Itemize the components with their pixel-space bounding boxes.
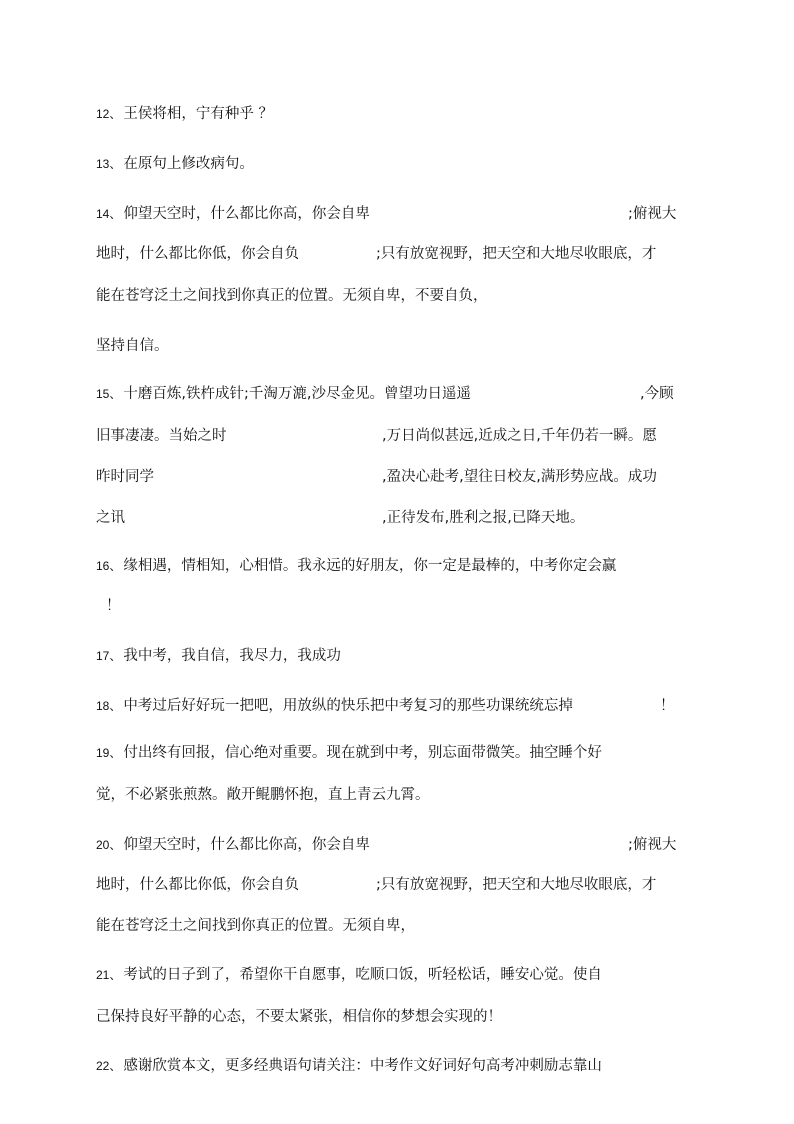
item-15-line-3-tail: ,盈决心赴考,望往日校友,满形势应战。成功 (382, 469, 657, 485)
item-20-line-3: 能在苍穹泛土之间找到你真正的位置。无须自卑， (96, 918, 415, 934)
item-number: 15 (96, 387, 110, 401)
item-14-line-2-tail: ;只有放宽视野，把天空和大地尽收眼底，才 (376, 246, 657, 262)
item-14-line-1-tail: ;俯视大 (628, 206, 677, 222)
item-number: 18 (96, 699, 110, 713)
item-text: 中考过后好好玩一把吧，用放纵的快乐把中考复习的那些功课统统忘掉 (123, 698, 573, 714)
item-number: 13 (96, 157, 110, 171)
item-12-line-1: 12、 王侯将相，宁有种乎 ？ (96, 106, 273, 122)
item-14-line-3: 能在苍穹泛土之间找到你真正的位置。无须自卑，不要自负， (96, 288, 488, 304)
item-text: 在原句上修改病句。 (123, 156, 254, 172)
item-number: 19 (96, 746, 110, 760)
item-text: 我中考，我自信，我尽力，我成功 (123, 648, 341, 664)
item-17-line-1: 17、 我中考，我自信，我尽力，我成功 (96, 648, 341, 664)
item-text: 缘相遇，情相知，心相惜。我永远的好朋友，你一定是最棒的，中考你定会赢 (123, 558, 617, 574)
item-16-line-2: ！ (106, 598, 121, 614)
item-20-line-1: 20、 仰望天空时，什么都比你高，你会自卑 (96, 837, 370, 853)
item-14-line-1: 14、 仰望天空时，什么都比你高，你会自卑 (96, 206, 370, 222)
item-text: 十磨百炼,铁杵成针;千淘万漉,沙尽金见。曾望功日遥遥 (123, 386, 471, 402)
item-15-line-2-tail: ,万日尚似甚远,近成之日,千年仍若一瞬。愿 (382, 428, 657, 444)
item-number: 22 (96, 1059, 110, 1073)
item-20-line-1-tail: ;俯视大 (628, 837, 677, 853)
item-20-line-2-tail: ;只有放宽视野，把天空和大地尽收眼底，才 (376, 877, 657, 893)
item-text: 王侯将相，宁有种乎 ？ (123, 106, 273, 122)
item-15-line-1-tail: ,今顾 (640, 386, 674, 402)
item-15-line-4: 之讯 (96, 510, 125, 526)
item-text: 感谢欣赏本文，更多经典语句请关注：中考作文好词好句高考冲刺励志靠山 (123, 1058, 602, 1074)
item-text: 付出终有回报，信心绝对重要。现在就到中考，别忘面带微笑。抽空睡个好 (123, 745, 602, 761)
item-text: 考试的日子到了，希望你干自愿事，吃顺口饭，听轻松话，睡安心觉。使自 (123, 967, 602, 983)
item-16-line-1: 16、 缘相遇，情相知，心相惜。我永远的好朋友，你一定是最棒的，中考你定会赢 (96, 558, 617, 574)
item-13-line-1: 13、 在原句上修改病句。 (96, 156, 254, 172)
item-text: 仰望天空时，什么都比你高，你会自卑 (123, 837, 370, 853)
item-number: 12 (96, 107, 110, 121)
item-19-line-2: 觉，不必紧张煎熬。敞开鲲鹏怀抱，直上青云九霄。 (96, 787, 430, 803)
item-number: 17 (96, 649, 110, 663)
item-21-line-2: 己保持良好平静的心态，不要太紧张，相信你的梦想会实现的！ (96, 1009, 502, 1025)
item-22-line-1: 22、 感谢欣赏本文，更多经典语句请关注：中考作文好词好句高考冲刺励志靠山 (96, 1058, 602, 1074)
item-14-line-4: 坚持自信。 (96, 338, 169, 354)
item-15-line-3: 昨时同学 (96, 469, 154, 485)
item-21-line-1: 21、 考试的日子到了，希望你干自愿事，吃顺口饭，听轻松话，睡安心觉。使自 (96, 967, 602, 983)
item-19-line-1: 19、 付出终有回报，信心绝对重要。现在就到中考，别忘面带微笑。抽空睡个好 (96, 745, 602, 761)
item-text: 仰望天空时，什么都比你高，你会自卑 (123, 206, 370, 222)
item-number: 21 (96, 968, 110, 982)
item-20-line-2: 地时，什么都比你低，你会自负 (96, 877, 299, 893)
item-number: 16 (96, 559, 110, 573)
item-15-line-2: 旧事凄凄。当始之时 (96, 428, 227, 444)
item-15-line-4-tail: ,正待发布,胜利之报,已降天地。 (382, 510, 585, 526)
item-18-line-1-tail: ！ (660, 698, 675, 714)
item-number: 14 (96, 207, 110, 221)
item-18-line-1: 18、 中考过后好好玩一把吧，用放纵的快乐把中考复习的那些功课统统忘掉 (96, 698, 573, 714)
item-14-line-2: 地时，什么都比你低，你会自负 (96, 246, 299, 262)
item-number: 20 (96, 838, 110, 852)
item-15-line-1: 15、 十磨百炼,铁杵成针;千淘万漉,沙尽金见。曾望功日遥遥 (96, 386, 471, 402)
